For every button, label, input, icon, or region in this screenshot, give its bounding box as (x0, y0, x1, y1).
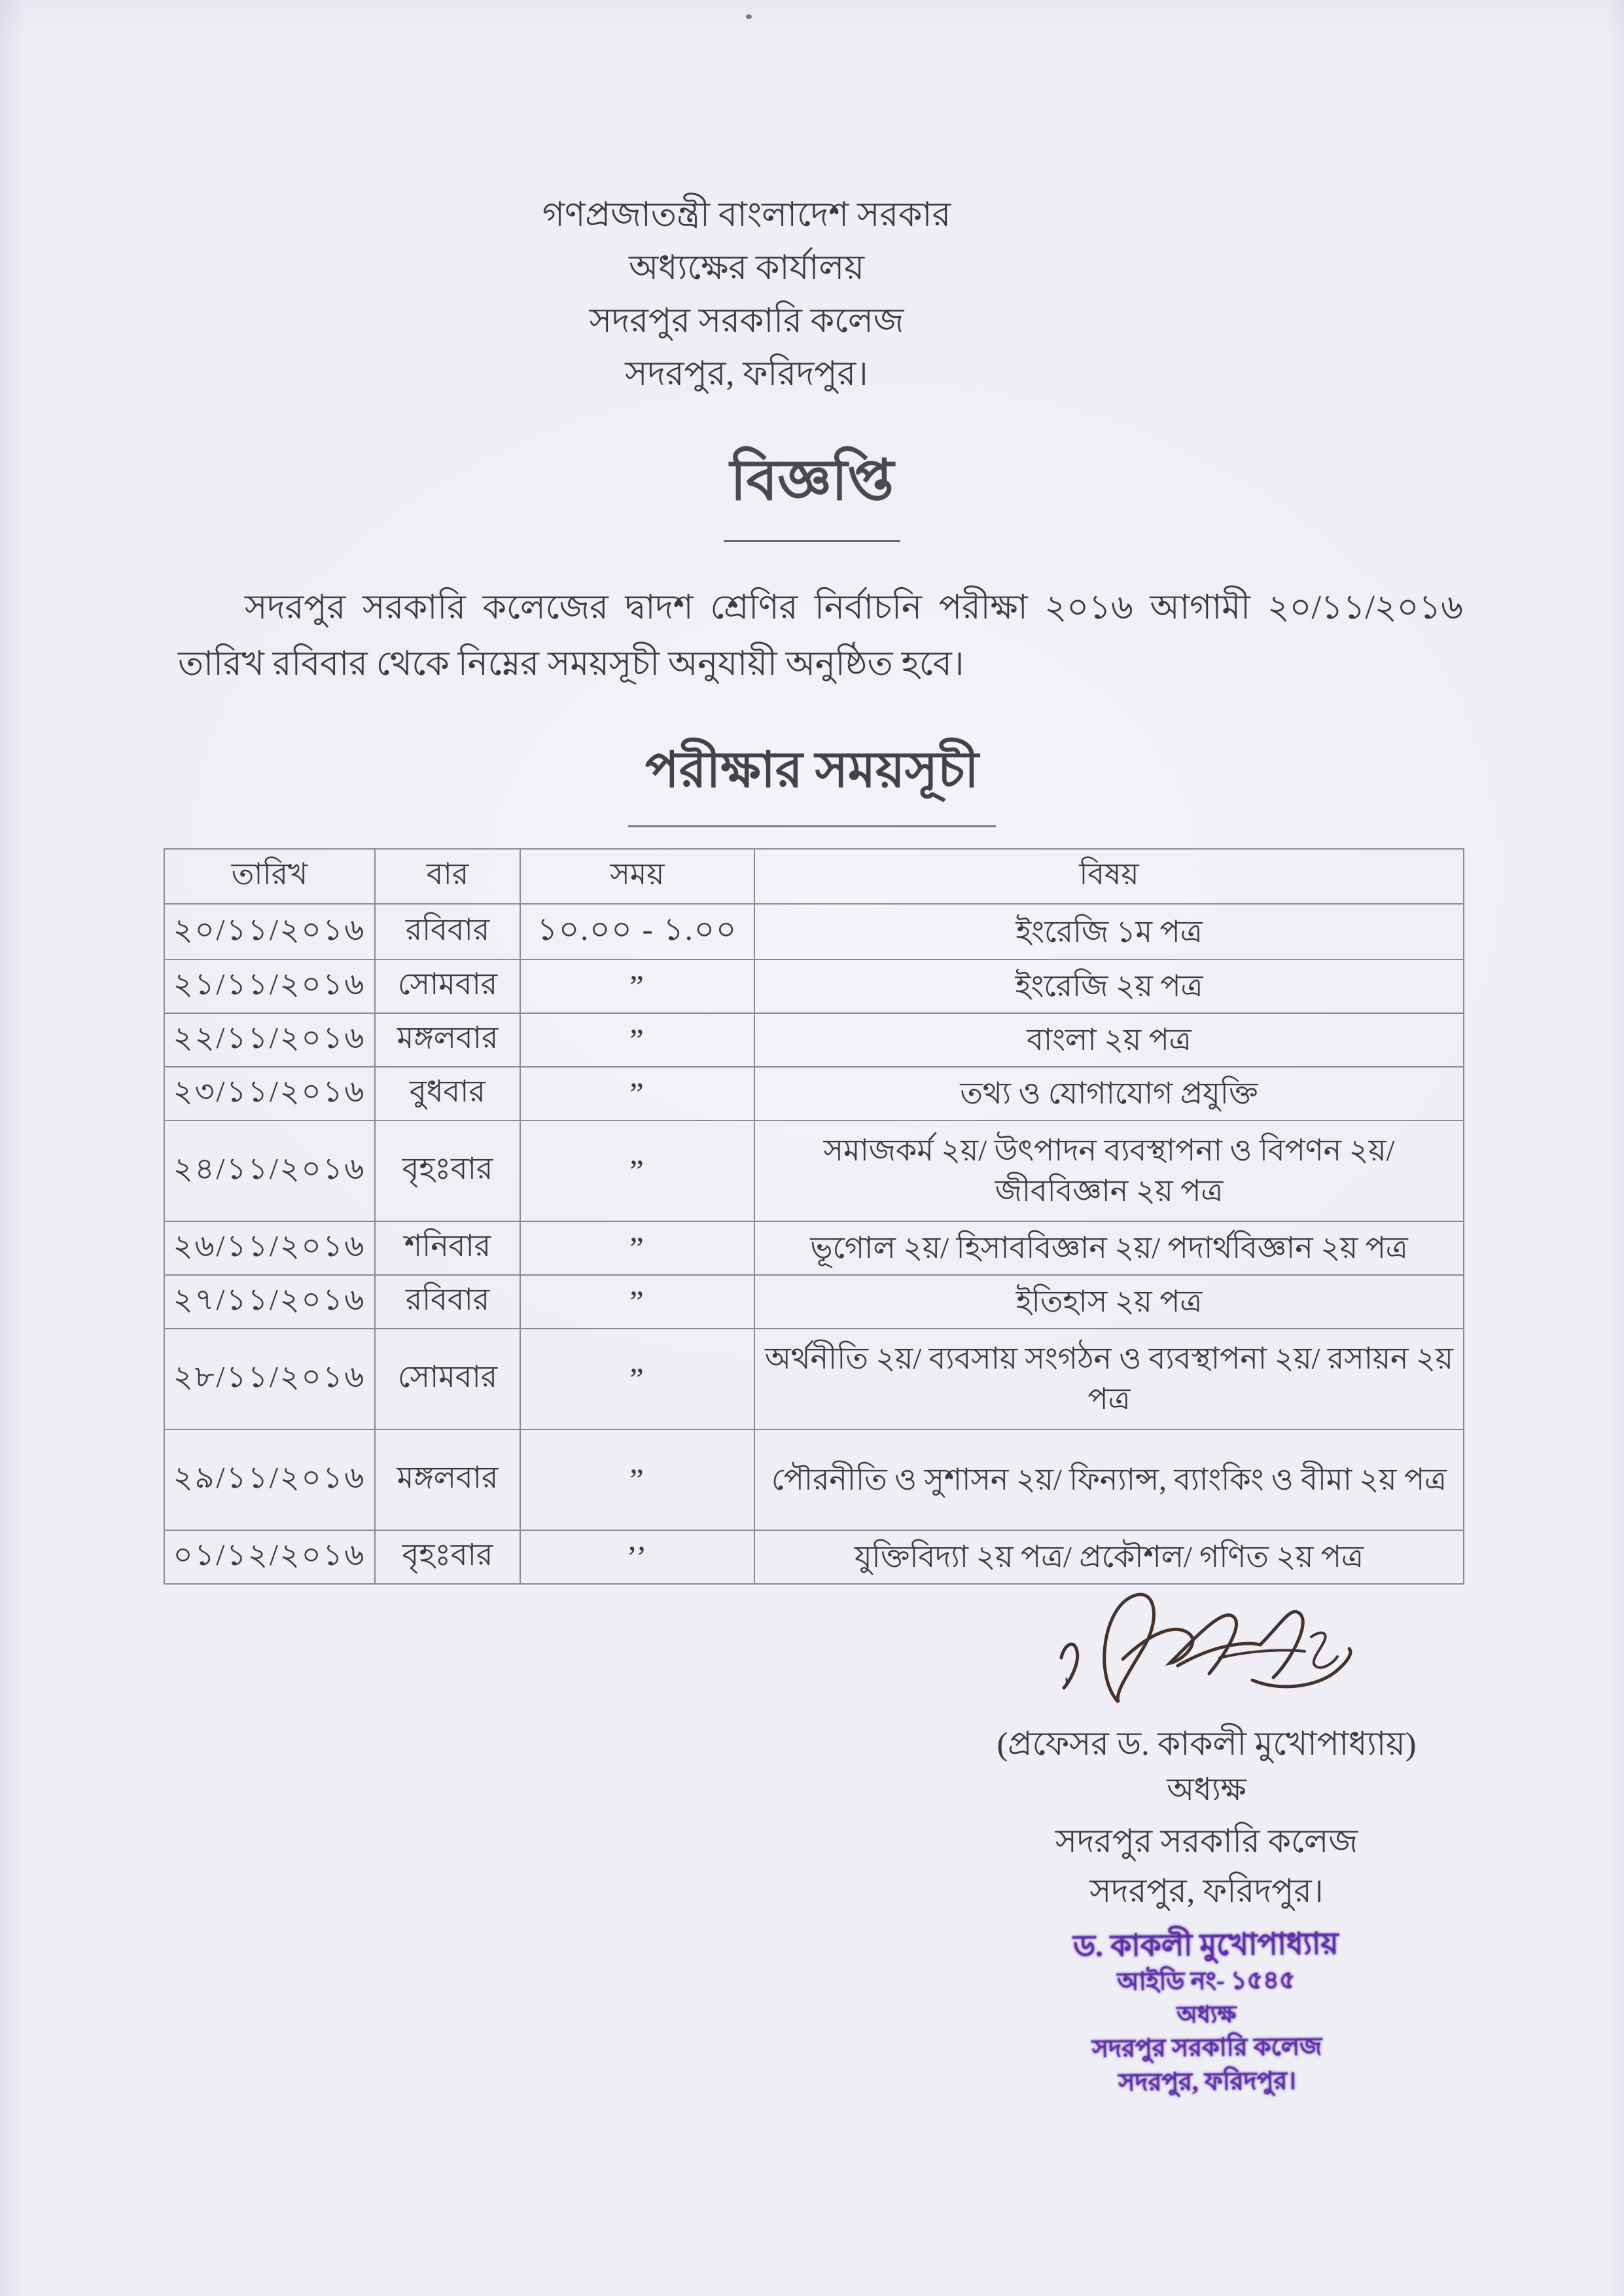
cell-date: ২০/১১/২০১৬ (164, 904, 375, 960)
cell-day: রবিবার (375, 1275, 520, 1329)
letterhead-office-line: অধ্যক্ষের কার্যালয় (629, 249, 864, 287)
table-row (164, 1530, 1464, 1584)
col-header-time: সময় (520, 849, 754, 904)
cell-time: ” (520, 1013, 754, 1067)
cell-subject: সমাজকর্ম ২য়/ উৎপাদন ব্যবস্থাপনা ও বিপণন ২য়/ জীববিজ্ঞান ২য় পত্র (754, 1121, 1464, 1221)
principal-designation: অধ্যক্ষ (1167, 1772, 1246, 1807)
letterhead-college-line: সদরপুর সরকারি কলেজ (589, 302, 904, 340)
official-ink-stamp (845, 1922, 1569, 2103)
table-row (164, 1429, 1464, 1530)
table-row (164, 904, 1464, 960)
principal-name: (প্রফেসর ড. কাকলী মুখোপাধ্যায়) (997, 1725, 1417, 1762)
table-row (164, 1121, 1464, 1221)
table-header-row (164, 849, 1464, 904)
cell-time: ” (520, 1275, 754, 1329)
cell-subject: পৌরনীতি ও সুশাসন ২য়/ ফিন্যান্স, ব্যাংকিং ও বীমা ২য় পত্র (754, 1429, 1464, 1530)
cell-subject: অর্থনীতি ২য়/ ব্যবসায় সংগঠন ও ব্যবস্থাপনা ২য়/ রসায়ন ২য় পত্র (754, 1329, 1464, 1429)
table-row (164, 1013, 1464, 1067)
stamp-address: সদরপুর, ফরিদপুর। (1118, 2067, 1297, 2097)
stamp-id-number: আইডি নং- ১৫৪৫ (1117, 1966, 1296, 1996)
cell-date: ২৬/১১/২০১৬ (164, 1221, 375, 1275)
col-header-day: বার (375, 849, 520, 904)
cell-date: ০১/১২/২০১৬ (164, 1530, 375, 1584)
cell-date: ২৭/১১/২০১৬ (164, 1275, 375, 1329)
cell-time: ১০.০০ - ১.০০ (520, 904, 754, 960)
signature-block (845, 1581, 1568, 2099)
cell-day: বৃহঃবার (375, 1530, 520, 1584)
scan-speck (746, 14, 752, 19)
cell-time: ” (520, 1329, 754, 1429)
cell-day: সোমবার (375, 1329, 520, 1429)
cell-time: ” (520, 1121, 754, 1221)
cell-time: ” (520, 1429, 754, 1530)
table-row (164, 960, 1464, 1013)
table-row (164, 1329, 1464, 1429)
cell-subject: বাংলা ২য় পত্র (754, 1013, 1464, 1067)
col-header-subject: বিষয় (754, 849, 1464, 904)
cell-date: ২৪/১১/২০১৬ (164, 1121, 375, 1221)
stamp-name: ড. কাকলী মুখোপাধ্যায় (1073, 1926, 1339, 1964)
table-row (164, 1275, 1464, 1329)
letterhead-address-line: সদরপুর, ফরিদপুর। (625, 355, 868, 393)
cell-date: ২৯/১১/২০১৬ (164, 1429, 375, 1530)
cell-subject: তথ্য ও যোগাযোগ প্রযুক্তি (754, 1067, 1464, 1121)
cell-day: সোমবার (375, 960, 520, 1013)
cell-subject: ইংরেজি ১ম পত্র (754, 904, 1464, 960)
principal-college: সদরপুর সরকারি কলেজ (1055, 1823, 1358, 1859)
cell-subject: ইতিহাস ২য় পত্র (754, 1275, 1464, 1329)
col-header-date: তারিখ (164, 849, 375, 904)
table-row (164, 1221, 1464, 1275)
cell-subject: যুক্তিবিদ্যা ২য় পত্র/ প্রকৌশল/ গণিত ২য় পত্র (754, 1530, 1464, 1584)
cell-date: ২২/১১/২০১৬ (164, 1013, 375, 1067)
stamp-designation: অধ্যক্ষ (1176, 2001, 1237, 2028)
handwritten-signature (1023, 1581, 1390, 1718)
cell-date: ২১/১১/২০১৬ (164, 960, 375, 1013)
cell-day: বুধবার (375, 1067, 520, 1121)
schedule-title (0, 732, 1624, 827)
notice-title (0, 437, 1624, 542)
cell-day: বৃহঃবার (375, 1121, 520, 1221)
stamp-college: সদরপুর সরকারি কলেজ (1091, 2033, 1322, 2063)
exam-schedule-table (164, 848, 1464, 1585)
cell-day: রবিবার (375, 904, 520, 960)
cell-date: ২৩/১১/২০১৬ (164, 1067, 375, 1121)
notice-body-paragraph: সদরপুর সরকারি কলেজের দ্বাদশ শ্রেণির নির্বাচনি পরীক্ষা ২০১৬ আগামী ২০/১১/২০১৬ তারিখ রবিবার থেকে নিম্নের সময়সূচী অনুযায়ী অনুষ্ঠিত হবে। (178, 589, 1463, 683)
cell-day: মঙ্গলবার (375, 1013, 520, 1067)
cell-date: ২৮/১১/২০১৬ (164, 1329, 375, 1429)
cell-day: শনিবার (375, 1221, 520, 1275)
cell-time: ’’ (520, 1530, 754, 1584)
notice-title-text: বিজ্ঞপ্তি (724, 437, 900, 542)
principal-address: সদরপুর, ফরিদপুর। (1089, 1873, 1324, 1909)
cell-time: ” (520, 960, 754, 1013)
cell-subject: ভূগোল ২য়/ হিসাববিজ্ঞান ২য়/ পদার্থবিজ্ঞান ২য় পত্র (754, 1221, 1464, 1275)
table-row (164, 1067, 1464, 1121)
cell-time: ” (520, 1221, 754, 1275)
letterhead (0, 188, 1493, 401)
schedule-title-text: পরীক্ষার সময়সূচী (628, 732, 996, 827)
cell-subject: ইংরেজি ২য় পত্র (754, 960, 1464, 1013)
letterhead-government-line: গণপ্রজাতন্ত্রী বাংলাদেশ সরকার (542, 196, 951, 234)
cell-time: ” (520, 1067, 754, 1121)
cell-day: মঙ্গলবার (375, 1429, 520, 1530)
